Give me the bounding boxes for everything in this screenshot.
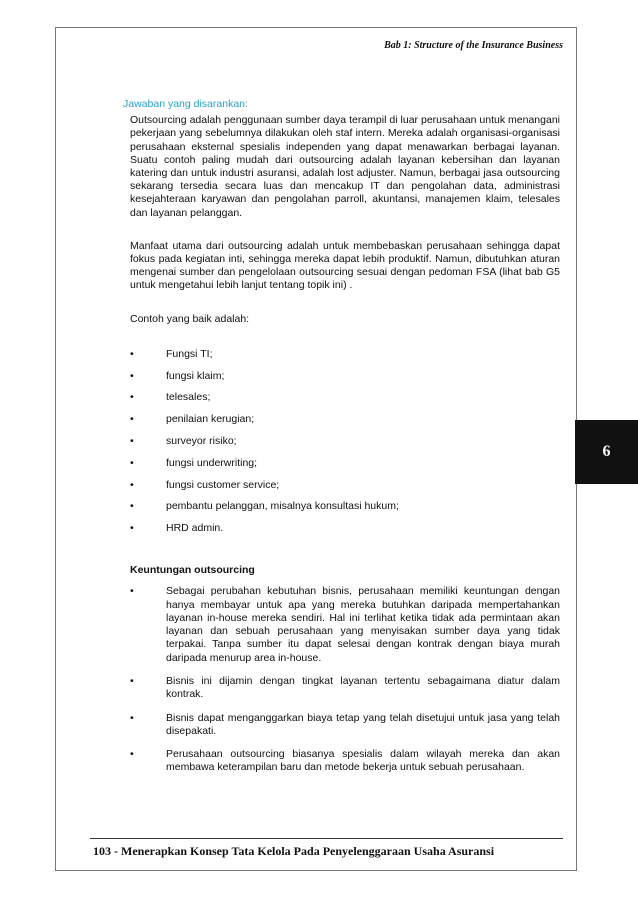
list-item: • fungsi underwriting; — [130, 456, 258, 469]
main-content — [123, 98, 560, 785]
bullet-icon: • — [130, 478, 134, 491]
list-item: • Bisnis dapat menganggarkan biaya tetap yang telah disetujui untuk jasa yang telah disepakati. — [130, 711, 560, 737]
bullet-icon: • — [130, 522, 134, 535]
bullet-icon: • — [130, 456, 134, 469]
section-heading-advantages: Keuntungan outsourcing — [130, 564, 255, 577]
bullet-icon: • — [130, 435, 134, 448]
bullet-icon: • — [130, 369, 134, 382]
bullet-icon: • — [130, 748, 134, 761]
list-item: • Perusahaan outsourcing biasanya spesialis dalam wilayah mereka dan akan membawa keterampilan baru dan metode bekerja untuk sebuah perusahaan. — [130, 748, 560, 774]
running-header: Bab 1: Structure of the Insurance Business — [384, 40, 563, 51]
list-item: • surveyor risiko; — [130, 435, 237, 448]
footer-rule — [90, 838, 563, 839]
list-item: • telesales; — [130, 391, 211, 404]
list-item: • fungsi klaim; — [130, 369, 225, 382]
bullet-icon: • — [130, 391, 134, 404]
bullet-icon: • — [130, 585, 134, 598]
list-item: • fungsi customer service; — [130, 478, 280, 491]
page-footer: 103 - Menerapkan Konsep Tata Kelola Pada Penyelenggaraan Usaha Asuransi — [93, 844, 495, 858]
bullet-icon: • — [130, 347, 134, 360]
answer-label: Jawaban yang disarankan: — [123, 98, 248, 110]
paragraph-examples-intro: Contoh yang baik adalah: — [130, 312, 250, 325]
examples-list — [130, 348, 560, 544]
bullet-icon: • — [130, 711, 134, 724]
list-item: • penilaian kerugian; — [130, 413, 255, 426]
chapter-tab: 6 — [575, 420, 638, 484]
paragraph-outsourcing-definition: Outsourcing adalah penggunaan sumber daya terampil di luar perusahaan untuk menangani pekerjaan yang sebelumnya dilakukan oleh staf intern. Mereka adalah organisasi-organisasi perusahaan eksternal spesialis independen yang dapat menawarkan berbagai layanan. Suatu contoh paling mudah dari outsourcing adalah layanan kebersihan dan layanan katering dan untuk industri asuransi, adalah lost adjuster. Namun, berbagai jasa outsourcing sekarang tersedia secara luas dan mencakup IT dan pengolahan data, administrasi kesejahteraan karyawan dan pengolahan parroll, akuntansi, manajemen klaim, telesales dan layanan pelanggan. — [130, 114, 560, 219]
list-item: • Sebagai perubahan kebutuhan bisnis, perusahaan memiliki keuntungan dengan hanya membayar untuk apa yang mereka butuhkan daripada mempertahankan layanan in-house mereka sendiri. Hal ini terlihat ketika tidak ada permintaan akan layanan dan sebuah perusahaan yang menyisakan sumber daya yang tidak terpakai. Tanpa sumber itu dapat selesai dengan kontrak dengan biaya murah daripada menurup area in-house. — [130, 585, 560, 664]
bullet-icon: • — [130, 413, 134, 426]
list-item: • pembantu pelanggan, misalnya konsultasi hukum; — [130, 500, 399, 513]
bullet-icon: • — [130, 675, 134, 687]
paragraph-outsourcing-benefit: Manfaat utama dari outsourcing adalah untuk membebaskan perusahaan sehingga dapat fokus pada kegiatan inti, sehingga mereka dapat lebih produktif. Namun, dibutuhkan aturan mengenai sumber dan pengelolaan outsourcing sesuai dengan pedoman FSA (lihat bab G5 untuk mengetahui lebih lanjut tentang topik ini) . — [130, 239, 560, 292]
list-item: • Bisnis ini dijamin dengan tingkat layanan tertentu sebagaimana diatur dalam kontrak. — [130, 675, 560, 701]
list-item: • Fungsi TI; — [130, 347, 213, 360]
advantages-list — [130, 585, 560, 775]
bullet-icon: • — [130, 500, 134, 513]
list-item: • HRD admin. — [130, 522, 224, 535]
